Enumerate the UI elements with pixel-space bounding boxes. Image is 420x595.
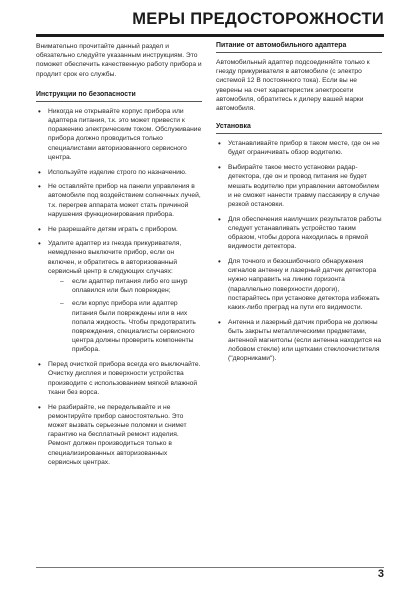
list-item: [36, 107, 202, 162]
list-item: [216, 257, 382, 312]
sub-item-text: если корпус прибора или адаптер питания были повреждены или в них попала жидкость. Чтобы предотвратить повреждения, специалисты сервисного центра должны проверить компоненты прибора.: [72, 300, 196, 354]
list-item-text: Для обеспечения наилучших результатов работы следует устанавливать устройство таким образом, чтобы дорога находилась в прямой видимости детектора.: [228, 215, 382, 251]
bullet-icon: •: [218, 317, 221, 327]
list-item-text: Для точного и безошибочного обнаружения сигналов антенну и лазерный датчик детектора нужно направить на линию горизонта (параллельно поверхности дороги), постарайтесь при установке детектора избежать каких-либо преград на пути его видимости.: [228, 257, 380, 311]
page-number: 3: [377, 568, 384, 580]
install-section: [216, 123, 382, 363]
bullet-icon: •: [38, 167, 41, 177]
bullet-icon: •: [218, 214, 221, 224]
list-item: [36, 360, 202, 397]
dash-icon: –: [60, 278, 64, 286]
dash-icon: –: [60, 300, 64, 308]
safety-list: [36, 107, 202, 467]
install-heading: Установка: [216, 123, 382, 134]
list-item: [216, 318, 382, 364]
bullet-icon: •: [218, 163, 221, 173]
list-item-text: Не оставляйте прибор на панели управления в автомобиле под воздействием солнечных лучей, т.к. перегрев аппарата может стать причиной нарушения функционирования прибора.: [48, 183, 201, 218]
bullet-icon: •: [38, 182, 41, 192]
bullet-icon: •: [38, 402, 41, 412]
list-item-text: Антенна и лазерный датчик прибора не должны быть закрыты металлическими предметами, антенной магнитолы (если антенна находится на лобовом стекле) или щетками стеклоочистителя ("дворниками").: [228, 318, 382, 363]
sub-item: [60, 299, 202, 354]
list-item-text: Не разбирайте, не переделывайте и не ремонтируйте прибор самостоятельно. Это может вызвать серьезные поломки и снимет гарантию на бесплатный ремонт изделия. Ремонт должен производиться только в специализированных авторизованных сервисных центрах.: [48, 403, 187, 466]
right-column: [216, 42, 382, 374]
list-item: [216, 139, 382, 157]
list-item: [36, 403, 202, 467]
list-item-text: Удалите адаптер из гнезда прикуривателя, немедленно выключите прибор, если он включен, и обратитесь в авторизованный сервисный центр в следующих случаях:: [48, 240, 182, 275]
bullet-icon: •: [218, 256, 221, 266]
list-item: [36, 239, 202, 354]
bullet-icon: •: [38, 224, 41, 234]
left-column: [36, 42, 202, 472]
footer-rule: [36, 567, 384, 568]
adapter-heading: Питание от автомобильного адаптера: [216, 42, 382, 53]
list-item-text: Устанавливайте прибор в таком месте, где он не будет ограничивать обзор водителю.: [228, 140, 380, 157]
list-item: [36, 168, 202, 177]
bullet-icon: •: [38, 360, 41, 370]
sub-item-text: если адаптер питания либо его шнур оплавился или был поврежден;: [72, 278, 188, 295]
list-item-text: Перед очисткой прибора всегда его выключайте. Очистку дисплея и поверхности устройства производите с использованием мягкой влажной ткани без ворса.: [48, 361, 201, 396]
list-item: [216, 163, 382, 209]
safety-heading: Инструкции по безопасности: [36, 91, 202, 102]
list-item-text: Выбирайте такое место установки радар-детектора, где он и провод питания не будет мешать водителю при управлении автомобилем и не сможет нанести травму пассажиру в случае резкой остановки.: [228, 164, 380, 208]
title-rule: [36, 34, 384, 37]
bullet-icon: •: [218, 139, 221, 149]
list-item-text: Не разрешайте детям играть с прибором.: [48, 225, 178, 233]
sub-item: [60, 277, 202, 295]
bullet-icon: •: [38, 239, 41, 249]
list-item-text: Используйте изделие строго по назначению.: [48, 168, 187, 176]
install-list: [216, 139, 382, 363]
intro-paragraph: Внимательно прочитайте данный раздел и обязательно следуйте указанным инструкциям. Это поможет обеспечить качественную работу прибора и продлит срок его службы.: [36, 43, 202, 78]
adapter-paragraph: Автомобильный адаптер подсоединяйте только к гнезду прикуривателя в автомобиле (с электро системой 12 В постоянного тока). Если вы не уверены на счет характеристик электросети автомобиля, обратитесь к дилеру вашей марки автомобиля.: [216, 59, 370, 113]
sub-list: [48, 277, 202, 355]
adapter-section: [216, 42, 382, 113]
list-item: [36, 225, 202, 234]
page-title: МЕРЫ ПРЕДОСТОРОЖНОСТИ: [132, 10, 384, 28]
list-item: [216, 215, 382, 252]
bullet-icon: •: [38, 106, 41, 116]
list-item-text: Никогда не открывайте корпус прибора или адаптера питания, т.к. это может привести к поражению электрическим током. Обслуживание прибора должно проводиться только специалистами авторизованного сервисного центра.: [48, 107, 202, 161]
list-item: [36, 182, 202, 219]
